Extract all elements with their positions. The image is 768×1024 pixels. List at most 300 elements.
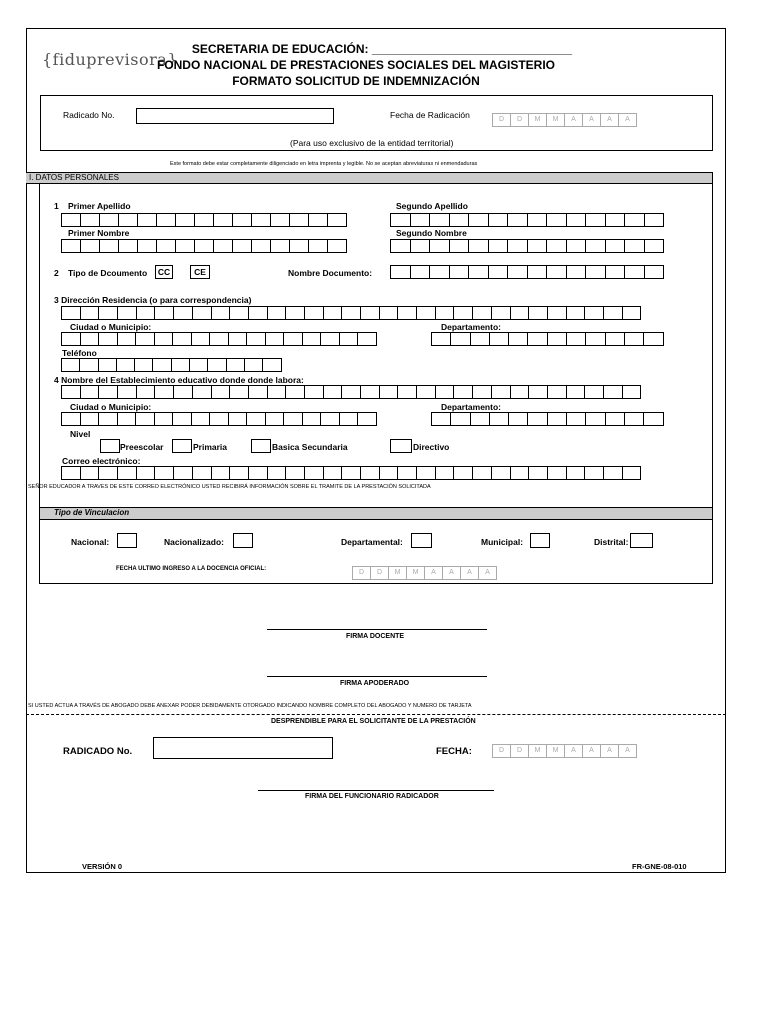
char-box[interactable] xyxy=(566,466,586,480)
char-box[interactable] xyxy=(209,412,229,426)
char-box[interactable] xyxy=(323,466,343,480)
char-box[interactable] xyxy=(341,466,361,480)
char-box[interactable] xyxy=(416,306,436,320)
char-box[interactable] xyxy=(172,412,192,426)
char-box[interactable] xyxy=(262,358,281,372)
char-box[interactable] xyxy=(302,332,322,346)
char-box[interactable] xyxy=(622,385,642,399)
char-box[interactable] xyxy=(585,239,606,253)
char-box[interactable] xyxy=(229,385,249,399)
char-box[interactable] xyxy=(267,466,287,480)
date-char-box[interactable]: D xyxy=(492,744,511,758)
char-box[interactable] xyxy=(248,466,268,480)
char-box[interactable] xyxy=(248,306,268,320)
char-box[interactable] xyxy=(379,466,399,480)
char-box[interactable] xyxy=(622,306,642,320)
firma-docente-line[interactable] xyxy=(267,629,487,630)
char-box[interactable] xyxy=(468,265,489,279)
char-box[interactable] xyxy=(624,412,644,426)
char-box[interactable] xyxy=(507,265,528,279)
char-box[interactable] xyxy=(323,385,343,399)
char-box[interactable] xyxy=(341,306,361,320)
char-box[interactable] xyxy=(251,213,271,227)
char-box[interactable] xyxy=(644,265,665,279)
char-box[interactable] xyxy=(156,213,176,227)
char-box[interactable] xyxy=(566,412,586,426)
desprendible-fecha-input[interactable] xyxy=(492,739,636,758)
char-box[interactable] xyxy=(285,385,305,399)
char-box[interactable] xyxy=(61,385,81,399)
char-box[interactable] xyxy=(410,265,431,279)
char-box[interactable] xyxy=(605,332,625,346)
char-box[interactable] xyxy=(189,358,208,372)
correo-boxes[interactable] xyxy=(61,466,640,480)
date-char-box[interactable]: M xyxy=(406,566,425,580)
char-box[interactable] xyxy=(566,306,586,320)
date-char-box[interactable]: D xyxy=(510,744,529,758)
char-box[interactable] xyxy=(80,412,100,426)
date-char-box[interactable]: A xyxy=(564,113,583,127)
char-box[interactable] xyxy=(154,385,174,399)
char-box[interactable] xyxy=(527,213,548,227)
documento-boxes[interactable] xyxy=(390,265,663,279)
date-char-box[interactable]: M xyxy=(546,113,565,127)
char-box[interactable] xyxy=(207,358,226,372)
char-box[interactable] xyxy=(566,239,587,253)
char-box[interactable] xyxy=(98,306,118,320)
char-box[interactable] xyxy=(117,385,137,399)
char-box[interactable] xyxy=(175,239,195,253)
char-box[interactable] xyxy=(605,265,626,279)
char-box[interactable] xyxy=(320,332,340,346)
departamento-boxes-1[interactable] xyxy=(431,332,663,346)
char-box[interactable] xyxy=(472,385,492,399)
radicado-input[interactable] xyxy=(136,108,334,124)
char-box[interactable] xyxy=(154,412,174,426)
char-box[interactable] xyxy=(584,385,604,399)
char-box[interactable] xyxy=(527,239,548,253)
char-box[interactable] xyxy=(175,213,195,227)
char-box[interactable] xyxy=(510,385,530,399)
char-box[interactable] xyxy=(61,306,81,320)
departamento-label-2: Departamento: xyxy=(441,402,501,412)
date-char-box[interactable]: A xyxy=(600,744,619,758)
char-box[interactable] xyxy=(194,213,214,227)
char-box[interactable] xyxy=(431,332,451,346)
char-box[interactable] xyxy=(289,213,309,227)
char-box[interactable] xyxy=(528,306,548,320)
char-box[interactable] xyxy=(547,306,567,320)
date-char-box[interactable]: A xyxy=(582,113,601,127)
char-box[interactable] xyxy=(468,213,489,227)
char-box[interactable] xyxy=(156,239,176,253)
char-box[interactable] xyxy=(98,466,118,480)
char-box[interactable] xyxy=(584,466,604,480)
char-box[interactable] xyxy=(410,213,431,227)
char-box[interactable] xyxy=(546,265,567,279)
char-box[interactable] xyxy=(154,466,174,480)
char-box[interactable] xyxy=(80,466,100,480)
char-box[interactable] xyxy=(99,239,119,253)
char-box[interactable] xyxy=(80,213,100,227)
char-box[interactable] xyxy=(98,385,118,399)
date-char-box[interactable]: A xyxy=(582,744,601,758)
char-box[interactable] xyxy=(468,239,489,253)
char-box[interactable] xyxy=(605,239,626,253)
char-box[interactable] xyxy=(285,306,305,320)
char-box[interactable] xyxy=(416,466,436,480)
char-box[interactable] xyxy=(453,466,473,480)
char-box[interactable] xyxy=(304,306,324,320)
char-box[interactable] xyxy=(546,239,567,253)
char-box[interactable] xyxy=(603,306,623,320)
char-box[interactable] xyxy=(360,385,380,399)
char-box[interactable] xyxy=(154,332,174,346)
char-box[interactable] xyxy=(416,385,436,399)
nacionalizado-label: Nacionalizado: xyxy=(164,537,224,547)
char-box[interactable] xyxy=(323,306,343,320)
char-box[interactable] xyxy=(61,466,81,480)
char-box[interactable] xyxy=(283,412,303,426)
char-box[interactable] xyxy=(489,332,509,346)
char-box[interactable] xyxy=(603,385,623,399)
char-box[interactable] xyxy=(360,306,380,320)
char-box[interactable] xyxy=(449,265,470,279)
char-box[interactable] xyxy=(173,466,193,480)
char-box[interactable] xyxy=(80,306,100,320)
char-box[interactable] xyxy=(585,412,605,426)
char-box[interactable] xyxy=(566,332,586,346)
char-box[interactable] xyxy=(491,306,511,320)
char-box[interactable] xyxy=(472,306,492,320)
char-box[interactable] xyxy=(267,306,287,320)
char-box[interactable] xyxy=(339,412,359,426)
char-box[interactable] xyxy=(508,412,528,426)
ciudad-label-2: Ciudad o Municipio: xyxy=(70,402,152,412)
nombre-documento-label: Nombre Documento: xyxy=(288,268,373,278)
char-box[interactable] xyxy=(320,412,340,426)
char-box[interactable] xyxy=(192,306,212,320)
date-char-box[interactable]: A xyxy=(424,566,443,580)
departamental-checkbox[interactable] xyxy=(411,533,432,548)
char-box[interactable] xyxy=(117,332,137,346)
cc-checkbox[interactable]: CC xyxy=(155,265,173,279)
char-box[interactable] xyxy=(137,239,157,253)
char-box[interactable] xyxy=(98,412,118,426)
primer-apellido-boxes[interactable] xyxy=(61,213,346,227)
char-box[interactable] xyxy=(624,213,645,227)
char-box[interactable] xyxy=(429,213,450,227)
date-char-box[interactable]: M xyxy=(528,113,547,127)
char-box[interactable] xyxy=(390,265,411,279)
char-box[interactable] xyxy=(80,332,100,346)
char-box[interactable] xyxy=(283,332,303,346)
char-box[interactable] xyxy=(98,332,118,346)
char-box[interactable] xyxy=(450,332,470,346)
char-box[interactable] xyxy=(270,213,290,227)
char-box[interactable] xyxy=(117,306,137,320)
char-box[interactable] xyxy=(449,213,470,227)
char-box[interactable] xyxy=(265,412,285,426)
char-box[interactable] xyxy=(429,265,450,279)
char-box[interactable] xyxy=(173,385,193,399)
date-char-box[interactable]: A xyxy=(460,566,479,580)
char-box[interactable] xyxy=(99,213,119,227)
char-box[interactable] xyxy=(410,239,431,253)
char-box[interactable] xyxy=(244,358,263,372)
char-box[interactable] xyxy=(605,213,626,227)
date-char-box[interactable]: D xyxy=(510,113,529,127)
date-char-box[interactable]: A xyxy=(618,744,637,758)
char-box[interactable] xyxy=(267,385,287,399)
char-box[interactable] xyxy=(191,412,211,426)
char-box[interactable] xyxy=(357,332,377,346)
char-box[interactable] xyxy=(137,213,157,227)
char-box[interactable] xyxy=(61,213,81,227)
char-box[interactable] xyxy=(211,466,231,480)
char-box[interactable] xyxy=(171,358,190,372)
char-box[interactable] xyxy=(327,213,347,227)
date-char-box[interactable]: A xyxy=(442,566,461,580)
char-box[interactable] xyxy=(508,332,528,346)
char-box[interactable] xyxy=(643,332,663,346)
char-box[interactable] xyxy=(118,213,138,227)
char-box[interactable] xyxy=(270,239,290,253)
char-box[interactable] xyxy=(61,332,81,346)
char-box[interactable] xyxy=(135,332,155,346)
telefono-boxes[interactable] xyxy=(61,358,281,372)
char-box[interactable] xyxy=(79,358,98,372)
char-box[interactable] xyxy=(304,385,324,399)
ciudad-boxes-1[interactable] xyxy=(61,332,376,346)
char-box[interactable] xyxy=(172,332,192,346)
char-box[interactable] xyxy=(603,466,623,480)
char-box[interactable] xyxy=(624,239,645,253)
fecha-radicacion-input[interactable] xyxy=(492,108,636,127)
date-char-box[interactable]: M xyxy=(528,744,547,758)
preescolar-checkbox[interactable] xyxy=(100,439,120,453)
nacional-checkbox[interactable] xyxy=(117,533,137,548)
char-box[interactable] xyxy=(470,332,490,346)
primaria-checkbox[interactable] xyxy=(172,439,192,453)
char-box[interactable] xyxy=(643,412,663,426)
char-box[interactable] xyxy=(585,332,605,346)
char-box[interactable] xyxy=(61,358,80,372)
char-box[interactable] xyxy=(211,306,231,320)
char-box[interactable] xyxy=(136,306,156,320)
char-box[interactable] xyxy=(327,239,347,253)
nacionalizado-checkbox[interactable] xyxy=(233,533,253,548)
char-box[interactable] xyxy=(397,385,417,399)
char-box[interactable] xyxy=(450,412,470,426)
char-box[interactable] xyxy=(510,466,530,480)
char-box[interactable] xyxy=(80,239,100,253)
char-box[interactable] xyxy=(491,385,511,399)
char-box[interactable] xyxy=(154,306,174,320)
char-box[interactable] xyxy=(308,213,328,227)
char-box[interactable] xyxy=(390,239,411,253)
char-box[interactable] xyxy=(341,385,361,399)
date-char-box[interactable]: D xyxy=(492,113,511,127)
char-box[interactable] xyxy=(117,412,137,426)
char-box[interactable] xyxy=(116,358,135,372)
char-box[interactable] xyxy=(232,213,252,227)
char-box[interactable] xyxy=(265,332,285,346)
char-box[interactable] xyxy=(449,239,470,253)
char-box[interactable] xyxy=(453,385,473,399)
ciudad-boxes-2[interactable] xyxy=(61,412,376,426)
char-box[interactable] xyxy=(209,332,229,346)
char-box[interactable] xyxy=(488,265,509,279)
municipal-checkbox[interactable] xyxy=(530,533,550,548)
firma-funcionario-line[interactable] xyxy=(258,790,494,791)
char-box[interactable] xyxy=(547,332,567,346)
char-box[interactable] xyxy=(472,466,492,480)
date-char-box[interactable]: A xyxy=(564,744,583,758)
char-box[interactable] xyxy=(624,265,645,279)
char-box[interactable] xyxy=(644,213,665,227)
char-box[interactable] xyxy=(173,306,193,320)
char-box[interactable] xyxy=(98,358,117,372)
establecimiento-boxes[interactable] xyxy=(61,385,640,399)
distrital-checkbox[interactable] xyxy=(630,533,653,548)
departamento-boxes-2[interactable] xyxy=(431,412,663,426)
char-box[interactable] xyxy=(624,332,644,346)
char-box[interactable] xyxy=(118,239,138,253)
char-box[interactable] xyxy=(397,466,417,480)
segundo-apellido-boxes[interactable] xyxy=(390,213,663,227)
char-box[interactable] xyxy=(251,239,271,253)
char-box[interactable] xyxy=(491,466,511,480)
date-char-box[interactable]: M xyxy=(546,744,565,758)
radicado-label: Radicado No. xyxy=(63,110,115,120)
char-box[interactable] xyxy=(194,239,214,253)
char-box[interactable] xyxy=(211,385,231,399)
char-box[interactable] xyxy=(622,466,642,480)
basica-secundaria-checkbox[interactable] xyxy=(251,439,271,453)
char-box[interactable] xyxy=(510,306,530,320)
char-box[interactable] xyxy=(453,306,473,320)
char-box[interactable] xyxy=(379,385,399,399)
char-box[interactable] xyxy=(527,265,548,279)
header-line-3: FORMATO SOLICITUD DE INDEMNIZACIÓN xyxy=(232,74,480,88)
char-box[interactable] xyxy=(547,385,567,399)
char-box[interactable] xyxy=(135,412,155,426)
char-box[interactable] xyxy=(232,239,252,253)
char-box[interactable] xyxy=(435,385,455,399)
char-box[interactable] xyxy=(213,213,233,227)
char-box[interactable] xyxy=(507,239,528,253)
distrital-label: Distrital: xyxy=(594,537,629,547)
char-box[interactable] xyxy=(228,332,248,346)
date-char-box[interactable]: D xyxy=(370,566,389,580)
char-box[interactable] xyxy=(527,332,547,346)
char-box[interactable] xyxy=(566,385,586,399)
char-box[interactable] xyxy=(435,466,455,480)
directivo-checkbox[interactable] xyxy=(390,439,412,453)
char-box[interactable] xyxy=(566,213,587,227)
char-box[interactable] xyxy=(152,358,171,372)
char-box[interactable] xyxy=(229,306,249,320)
char-box[interactable] xyxy=(192,466,212,480)
char-box[interactable] xyxy=(489,412,509,426)
primer-nombre-boxes[interactable] xyxy=(61,239,346,253)
desprendible-radicado-input[interactable] xyxy=(153,737,333,759)
char-box[interactable] xyxy=(435,306,455,320)
char-box[interactable] xyxy=(61,239,81,253)
char-box[interactable] xyxy=(431,412,451,426)
char-box[interactable] xyxy=(213,239,233,253)
segundo-nombre-boxes[interactable] xyxy=(390,239,663,253)
ce-checkbox[interactable]: CE xyxy=(190,265,210,279)
char-box[interactable] xyxy=(246,332,266,346)
char-box[interactable] xyxy=(229,466,249,480)
char-box[interactable] xyxy=(289,239,309,253)
char-box[interactable] xyxy=(488,239,509,253)
char-box[interactable] xyxy=(134,358,153,372)
date-char-box[interactable]: A xyxy=(600,113,619,127)
primaria-label: Primaria xyxy=(193,442,228,452)
char-box[interactable] xyxy=(246,412,266,426)
char-box[interactable] xyxy=(547,466,567,480)
char-box[interactable] xyxy=(390,213,411,227)
char-box[interactable] xyxy=(302,412,322,426)
char-box[interactable] xyxy=(528,385,548,399)
char-box[interactable] xyxy=(507,213,528,227)
date-char-box[interactable]: M xyxy=(388,566,407,580)
char-box[interactable] xyxy=(546,213,567,227)
char-box[interactable] xyxy=(488,213,509,227)
char-box[interactable] xyxy=(357,412,377,426)
char-box[interactable] xyxy=(379,306,399,320)
firma-apoderado-line[interactable] xyxy=(267,676,487,677)
date-char-box[interactable]: D xyxy=(352,566,371,580)
char-box[interactable] xyxy=(397,306,417,320)
char-box[interactable] xyxy=(191,332,211,346)
char-box[interactable] xyxy=(339,332,359,346)
char-box[interactable] xyxy=(285,466,305,480)
char-box[interactable] xyxy=(308,239,328,253)
char-box[interactable] xyxy=(248,385,268,399)
header-line-2: FONDO NACIONAL DE PRESTACIONES SOCIALES DEL MAGISTERIO xyxy=(156,58,556,72)
char-box[interactable] xyxy=(304,466,324,480)
char-box[interactable] xyxy=(585,265,606,279)
char-box[interactable] xyxy=(192,385,212,399)
char-box[interactable] xyxy=(429,239,450,253)
char-box[interactable] xyxy=(136,385,156,399)
char-box[interactable] xyxy=(585,213,606,227)
char-box[interactable] xyxy=(80,385,100,399)
direccion-boxes[interactable] xyxy=(61,306,640,320)
char-box[interactable] xyxy=(117,466,137,480)
char-box[interactable] xyxy=(136,466,156,480)
char-box[interactable] xyxy=(584,306,604,320)
char-box[interactable] xyxy=(527,412,547,426)
char-box[interactable] xyxy=(566,265,587,279)
char-box[interactable] xyxy=(226,358,245,372)
char-box[interactable] xyxy=(605,412,625,426)
char-box[interactable] xyxy=(61,412,81,426)
char-box[interactable] xyxy=(228,412,248,426)
char-box[interactable] xyxy=(360,466,380,480)
date-char-box[interactable]: A xyxy=(478,566,497,580)
char-box[interactable] xyxy=(644,239,665,253)
char-box[interactable] xyxy=(528,466,548,480)
char-box[interactable] xyxy=(547,412,567,426)
char-box[interactable] xyxy=(470,412,490,426)
fecha-ingreso-input[interactable] xyxy=(352,561,496,580)
date-char-box[interactable]: A xyxy=(618,113,637,127)
